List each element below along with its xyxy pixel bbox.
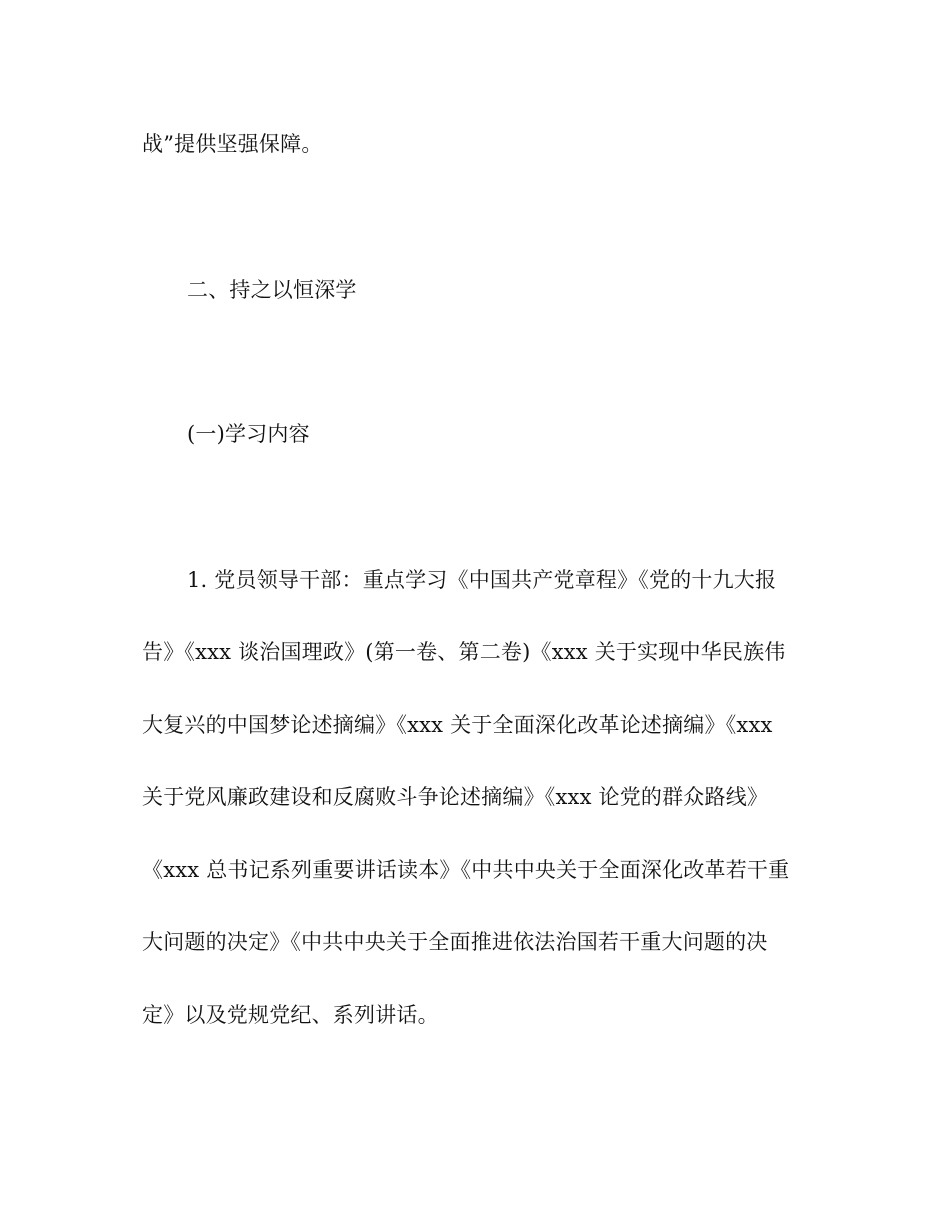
subsection-heading: (一)学习内容 xyxy=(187,422,310,446)
body-text-line: 1. 党员领导干部：重点学习《中国共产党章程》《党的十九大报 xyxy=(187,568,777,592)
paragraph-continuation: 战”提供坚强保障。 xyxy=(142,132,323,156)
body-text-line: 关于党风廉政建设和反腐败斗争论述摘编》《xxx 论党的群众路线》 xyxy=(142,785,769,809)
section-heading: 二、持之以恒深学 xyxy=(187,278,357,302)
body-text-line: 大问题的决定》《中共中央关于全面推进依法治国若干重大问题的决 xyxy=(142,930,768,954)
body-text-line: 定》以及党规党纪、系列讲话。 xyxy=(142,1003,439,1027)
body-text-line: 大复兴的中国梦论述摘编》《xxx 关于全面深化改革论述摘编》《xxx xyxy=(142,713,773,737)
body-text-line: 告》《xxx 谈治国理政》(第一卷、第二卷)《xxx 关于实现中华民族伟 xyxy=(142,640,786,664)
body-text-line: 《xxx 总书记系列重要讲话读本》《中共中央关于全面深化改革若干重 xyxy=(142,858,790,882)
